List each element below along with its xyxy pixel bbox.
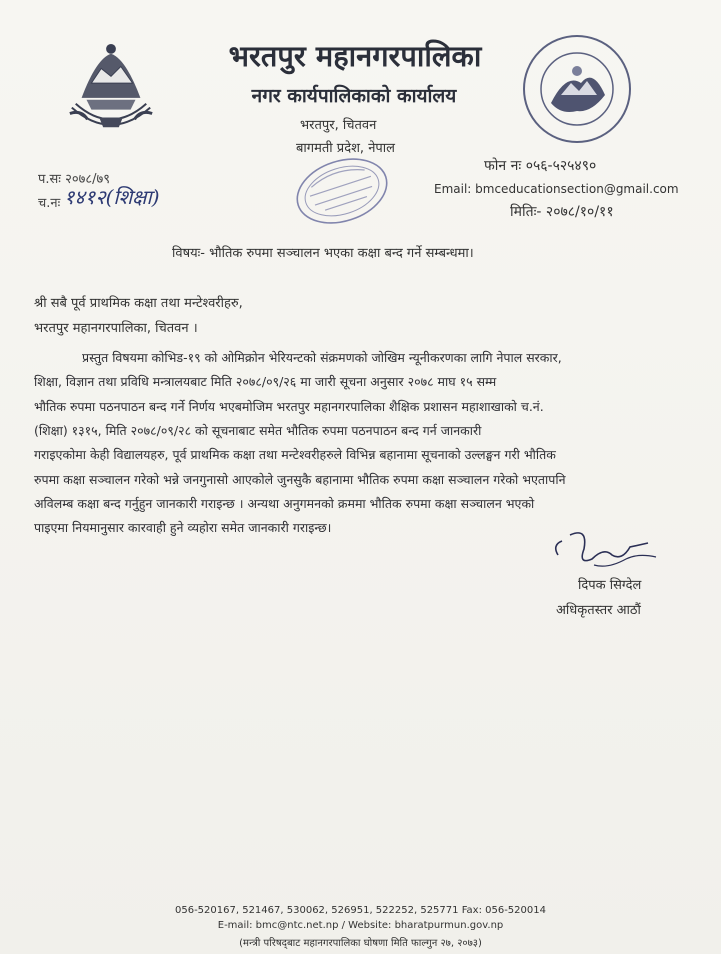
signatory-title: अधिकृतस्तर आठौं	[556, 603, 641, 618]
reference-cn-handwritten: १४१२(शिक्षा)	[64, 185, 160, 209]
footer-email-website: E-mail: bmc@ntc.net.np / Website: bharatpurmun.gov.np	[217, 920, 504, 931]
office-email: Email: bmceducationsection@gmail.com	[434, 182, 679, 196]
body-line: गराइएकोमा केही विद्यालयहरु, पूर्व प्राथमिक कक्षा तथा मन्टेश्वरीहरुले विभिन्न बहानामा सूचनाको उल्लङ्घन गरी भौतिक	[34, 447, 556, 462]
office-subtitle: नगर कार्यपालिकाको कार्यालय	[251, 85, 457, 107]
bharatpur-city-logo-icon	[521, 33, 633, 145]
body-line: शिक्षा, विज्ञान तथा प्रविधि मन्त्रालयबाट मिति २०७८/०९/२६ मा जारी सूचना अनुसार २०७८ माघ १५ सम्म	[34, 374, 497, 389]
office-stamp	[290, 148, 395, 234]
nepal-emblem-icon	[62, 38, 160, 143]
footer-phones: 056-520167, 521467, 530062, 526951, 522252, 525771 Fax: 056-520014	[174, 905, 546, 916]
address-line-2: बागमती प्रदेश, नेपाल	[296, 141, 395, 156]
signature-scribble	[548, 525, 668, 580]
reference-ps: प.सः २०७८/७९	[38, 172, 111, 187]
letter-subject: विषयः- भौतिक रुपमा सञ्चालन भएका कक्षा बन्द गर्ने सम्बन्धमा।	[172, 246, 474, 261]
address-line-1: भरतपुर, चितवन	[300, 118, 377, 133]
body-line: पाइएमा नियमानुसार कारवाही हुने व्यहोरा समेत जानकारी गराइन्छ।	[34, 520, 332, 535]
recipient-line-1: श्री सबै पूर्व प्राथमिक कक्षा तथा मन्टेश्वरीहरु,	[34, 296, 243, 311]
office-title: भरतपुर महानगरपालिका	[228, 39, 482, 73]
office-phone: फोन नः ०५६-५२५४९०	[484, 158, 597, 174]
letter-date: मितिः- २०७८/१०/११	[510, 204, 614, 220]
body-line: रुपमा कक्षा सञ्चालन गरेको भन्ने जनगुनासो आएकोले जुनसुकै बहानामा भौतिक रुपमा कक्षा सञ्चालन गरेको भएतापनि	[34, 472, 566, 487]
body-line: अविलम्ब कक्षा बन्द गर्नुहुन जानकारी गराइन्छ । अन्यथा अनुगमनको क्रममा भौतिक रुपमा कक्षा सञ्चालन भएको	[34, 496, 535, 511]
signatory-name: दिपक सिग्देल	[578, 578, 642, 593]
body-line: (शिक्षा) १३१५, मिति २०७८/०९/२८ को सूचनाबाट समेत भौतिक रुपमा पठनपाठन बन्द गर्न जानकारी	[34, 423, 482, 438]
footer-declaration: (मन्त्री परिषद्‌बाट महानगरपालिका घोषणा मिति फाल्गुन २७, २०७३)	[239, 938, 482, 949]
reference-cn-label: च.नः	[38, 196, 61, 211]
recipient-line-2: भरतपुर महानगरपालिका, चितवन ।	[34, 321, 198, 336]
body-line: प्रस्तुत विषयमा कोभिड-१९ को ओमिक्रोन भेरियन्टको संक्रमणको जोखिम न्यूनीकरणका लागि नेपाल सरकार,	[82, 350, 562, 365]
body-line: भौतिक रुपमा पठनपाठन बन्द गर्ने निर्णय भएबमोजिम भरतपुर महानगरपालिका शैक्षिक प्रशासन महाशाखाको च.नं.	[34, 399, 544, 414]
